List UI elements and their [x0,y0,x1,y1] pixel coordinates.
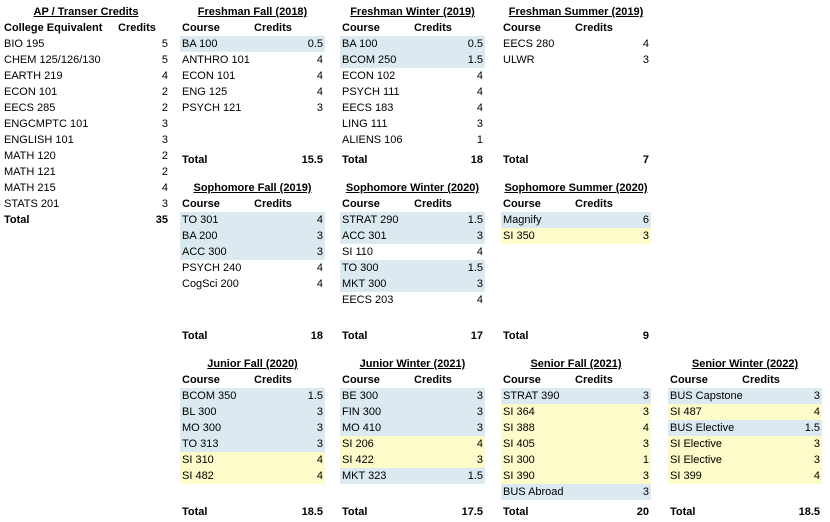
course-row [340,388,485,404]
course-row [180,276,325,292]
course-row [501,404,651,420]
course-credits: 4 [161,70,168,82]
course-name: ENGLISH 101 [4,134,74,146]
header-course: Course [342,374,380,386]
course-row [180,36,325,52]
course-row [180,420,325,436]
course-name: MO 300 [182,422,222,434]
course-name: BE 300 [342,390,379,402]
semester-table [180,356,325,522]
ap-credits-header [2,20,170,36]
course-credits: 0.5 [467,38,483,50]
course-row [340,116,485,132]
course-row [340,260,485,276]
ap-course-row [2,116,170,132]
header-course: Course [182,22,220,34]
semester-total [180,152,325,168]
course-name: STRAT 390 [503,390,560,402]
header-course: Course [503,198,541,210]
course-credits: 3 [642,406,649,418]
semester-header [340,20,485,36]
semester-table [668,356,822,522]
course-credits: 3 [161,134,168,146]
course-credits: 3 [642,390,649,402]
course-name: PSYCH 240 [182,262,242,274]
ap-course-row [2,180,170,196]
course-name: PSYCH 121 [182,102,242,114]
semester-total [340,152,485,168]
course-name: BA 200 [182,230,218,242]
header-credits: Credits [414,374,452,386]
course-credits: 3 [316,230,323,242]
course-row [668,388,822,404]
semester-total [340,328,485,344]
course-row [668,436,822,452]
header-college-equivalent: College Equivalent [4,22,103,34]
course-row [340,212,485,228]
course-credits: 4 [476,294,483,306]
course-name: ACC 301 [342,230,387,242]
course-name: SI 390 [503,470,535,482]
course-credits: 3 [161,198,168,210]
course-credits: 4 [316,470,323,482]
course-name: SI 388 [503,422,535,434]
course-name: Magnify [503,214,542,226]
semester-total [501,152,651,168]
course-row [340,420,485,436]
total-label: Total [670,506,696,518]
course-credits: 4 [476,86,483,98]
course-credits: 1 [476,134,483,146]
course-name: PSYCH 111 [342,86,400,98]
header-credits: Credits [414,22,452,34]
course-row [501,484,651,500]
course-name: BUS Elective [670,422,735,434]
semester-header [180,20,325,36]
semester-title: Freshman Winter (2019) [350,6,475,18]
ap-course-row [2,100,170,116]
course-credits: 3 [642,438,649,450]
course-name: CogSci 200 [182,278,239,290]
course-name: FIN 300 [342,406,382,418]
course-name: EARTH 219 [4,70,63,82]
semester-total [340,504,485,520]
total-label: Total [503,506,529,518]
course-name: STRAT 290 [342,214,399,226]
semester-title: Freshman Summer (2019) [508,6,644,18]
course-row [501,212,651,228]
header-course: Course [670,374,708,386]
course-name: BCOM 350 [182,390,237,402]
header-credits: Credits [254,198,292,210]
course-credits: 2 [161,166,168,178]
course-row [340,292,485,308]
course-name: BA 100 [182,38,218,50]
ap-course-row [2,132,170,148]
course-name: SI Elective [670,454,722,466]
course-name: ULWR [503,54,535,66]
course-name: SI 482 [182,470,214,482]
course-credits: 2 [161,102,168,114]
course-credits: 3 [642,470,649,482]
course-name: SI 399 [670,470,702,482]
course-credits: 3 [476,454,483,466]
course-credits: 3 [813,390,820,402]
course-name: SI Elective [670,438,722,450]
header-credits: Credits [575,22,613,34]
course-row [180,468,325,484]
total-value: 20 [636,506,649,518]
course-name: MATH 121 [4,166,56,178]
course-name: ENGCMPTC 101 [4,118,89,130]
course-row [340,452,485,468]
semester-header [340,196,485,212]
total-value: 15.5 [301,154,323,166]
ap-credits-table [2,4,170,228]
course-credits: 3 [642,230,649,242]
course-name: TO 301 [182,214,219,226]
course-row [501,420,651,436]
course-name: SI 350 [503,230,535,242]
course-credits: 6 [642,214,649,226]
total-value: 18 [310,330,323,342]
ap-course-row [2,148,170,164]
course-credits: 5 [161,38,168,50]
course-row [180,52,325,68]
course-credits: 3 [316,438,323,450]
course-row [501,388,651,404]
course-name: BUS Abroad [503,486,564,498]
course-row [180,212,325,228]
course-credits: 4 [476,70,483,82]
course-name: MATH 215 [4,182,56,194]
course-row [340,468,485,484]
total-label: Total [342,154,368,166]
semester-header [668,372,822,388]
total-label: Total [503,154,529,166]
semester-table [501,180,651,346]
header-course: Course [503,22,541,34]
course-row [180,84,325,100]
course-row [668,452,822,468]
total-label: Total [342,506,368,518]
semester-total [501,504,651,520]
course-credits: 3 [316,246,323,258]
course-name: BA 100 [342,38,378,50]
course-credits: 3 [476,406,483,418]
course-credits: 3 [642,54,649,66]
header-credits: Credits [118,22,156,34]
semester-header [340,372,485,388]
header-credits: Credits [254,22,292,34]
course-name: MKT 300 [342,278,387,290]
course-row [501,36,651,52]
course-credits: 4 [316,214,323,226]
course-row [180,100,325,116]
course-row [180,244,325,260]
course-row [340,100,485,116]
course-credits: 4 [813,406,820,418]
course-credits: 1.5 [804,422,820,434]
total-value: 7 [642,154,649,166]
header-course: Course [182,374,220,386]
course-name: EECS 183 [342,102,394,114]
course-row [501,436,651,452]
course-row [501,452,651,468]
course-row [340,36,485,52]
total-value: 17.5 [461,506,483,518]
course-credits: 3 [813,438,820,450]
course-row [340,228,485,244]
course-row [180,452,325,468]
course-credits: 3 [476,390,483,402]
ap-credits-title: AP / Transer Credits [33,6,139,18]
semester-title: Freshman Fall (2018) [197,6,308,18]
course-credits: 4 [642,38,649,50]
course-name: SI 110 [342,246,373,258]
course-row [501,52,651,68]
semester-table [501,356,651,522]
ap-course-row [2,164,170,180]
course-credits: 4 [316,454,323,466]
header-credits: Credits [414,198,452,210]
course-row [340,436,485,452]
semester-table [180,180,325,346]
course-row [340,84,485,100]
course-row [180,68,325,84]
semester-table [340,180,485,346]
course-name: MKT 323 [342,470,387,482]
semester-total [180,328,325,344]
course-row [340,132,485,148]
semester-title: Senior Fall (2021) [530,358,622,370]
total-value: 18.5 [798,506,820,518]
course-row [180,228,325,244]
semester-table [340,356,485,522]
semester-header [501,372,651,388]
course-name: SI 364 [503,406,535,418]
course-name: BUS Capstone [670,390,743,402]
course-row [668,420,822,436]
total-label: Total [4,214,30,226]
semester-header [180,196,325,212]
course-credits: 4 [476,438,483,450]
course-name: EECS 203 [342,294,394,306]
total-value: 17 [470,330,483,342]
course-name: BL 300 [182,406,217,418]
total-value: 18 [470,154,483,166]
course-name: LING 111 [342,118,388,130]
ap-course-row [2,36,170,52]
course-credits: 1.5 [467,262,483,274]
course-row [340,244,485,260]
header-course: Course [342,22,380,34]
course-credits: 4 [316,262,323,274]
course-credits: 3 [161,118,168,130]
course-name: SI 206 [342,438,374,450]
course-name: SI 310 [182,454,214,466]
course-credits: 1.5 [307,390,323,402]
course-name: SI 300 [503,454,535,466]
course-row [340,68,485,84]
course-credits: 3 [642,486,649,498]
course-name: BCOM 250 [342,54,397,66]
course-row [180,436,325,452]
total-label: Total [503,330,529,342]
semester-title: Junior Winter (2021) [359,358,466,370]
course-row [340,276,485,292]
course-row [668,404,822,420]
course-credits: 3 [316,102,323,114]
course-credits: 4 [813,470,820,482]
course-credits: 4 [476,246,483,258]
header-credits: Credits [575,198,613,210]
course-row [501,468,651,484]
course-credits: 3 [476,422,483,434]
semester-total [668,504,822,520]
total-label: Total [182,506,208,518]
semester-table [180,4,325,170]
course-name: TO 300 [342,262,379,274]
course-name: SI 405 [503,438,535,450]
course-name: MATH 120 [4,150,56,162]
course-row [668,468,822,484]
course-name: BIO 195 [4,38,45,50]
course-credits: 4 [316,70,323,82]
course-credits: 1.5 [467,214,483,226]
header-credits: Credits [742,374,780,386]
course-name: ECON 101 [4,86,58,98]
course-credits: 3 [476,278,483,290]
total-value: 18.5 [301,506,323,518]
course-credits: 2 [161,150,168,162]
semester-title: Sophomore Summer (2020) [504,182,648,194]
course-name: ECON 101 [182,70,236,82]
course-credits: 3 [813,454,820,466]
course-name: ANTHRO 101 [182,54,250,66]
semester-title: Sophomore Fall (2019) [193,182,312,194]
semester-header [180,372,325,388]
course-name: EECS 280 [503,38,555,50]
course-row [501,228,651,244]
course-credits: 0.5 [307,38,323,50]
course-name: EECS 285 [4,102,56,114]
course-credits: 4 [476,102,483,114]
course-name: ALIENS 106 [342,134,403,146]
semester-title: Senior Winter (2022) [691,358,799,370]
course-credits: 4 [161,182,168,194]
course-credits: 1.5 [467,470,483,482]
course-credits: 3 [476,118,483,130]
course-name: SI 422 [342,454,374,466]
course-row [340,52,485,68]
course-row [340,404,485,420]
header-course: Course [182,198,220,210]
course-credits: 4 [316,278,323,290]
ap-course-row [2,84,170,100]
semester-total [501,328,651,344]
semester-total [180,504,325,520]
course-credits: 1.5 [467,54,483,66]
course-credits: 5 [161,54,168,66]
course-credits: 3 [476,230,483,242]
semester-header [501,196,651,212]
total-label: Total [182,330,208,342]
course-name: SI 487 [670,406,702,418]
course-name: CHEM 125/126/130 [4,54,101,66]
course-row [180,404,325,420]
total-value: 9 [642,330,649,342]
header-credits: Credits [575,374,613,386]
header-course: Course [503,374,541,386]
course-credits: 4 [642,422,649,434]
total-label: Total [342,330,368,342]
course-credits: 4 [316,86,323,98]
course-name: ENG 125 [182,86,228,98]
header-credits: Credits [254,374,292,386]
semester-table [501,4,651,170]
ap-total-row [2,212,170,228]
course-name: ECON 102 [342,70,396,82]
header-course: Course [342,198,380,210]
semester-title: Junior Fall (2020) [207,358,298,370]
course-row [180,260,325,276]
course-credits: 3 [316,406,323,418]
course-name: MO 410 [342,422,382,434]
ap-course-row [2,52,170,68]
ap-course-row [2,196,170,212]
semester-title: Sophomore Winter (2020) [345,182,480,194]
semester-header [501,20,651,36]
total-label: Total [182,154,208,166]
total-value: 35 [155,214,168,226]
course-credits: 2 [161,86,168,98]
course-name: STATS 201 [4,198,60,210]
course-name: TO 313 [182,438,219,450]
ap-course-row [2,68,170,84]
course-name: ACC 300 [182,246,227,258]
course-credits: 4 [316,54,323,66]
course-row [180,388,325,404]
course-credits: 1 [642,454,649,466]
course-credits: 3 [316,422,323,434]
semester-table [340,4,485,170]
